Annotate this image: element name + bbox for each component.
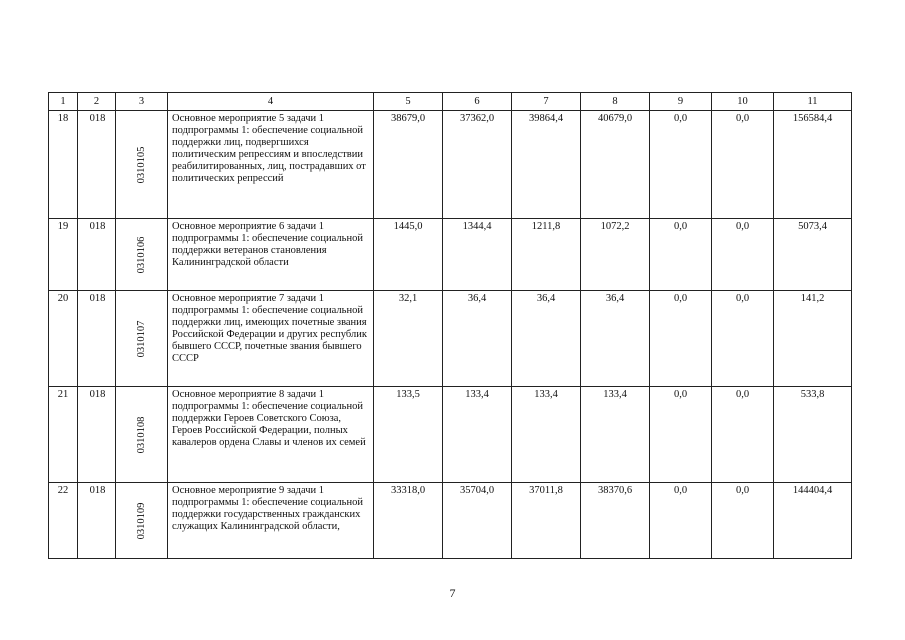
value-col-7: 37011,8: [512, 483, 581, 559]
row-number: 21: [49, 387, 78, 483]
budget-code-cell: [116, 219, 168, 291]
header-cell-7: 7: [512, 93, 581, 111]
value-col-11: 533,8: [774, 387, 852, 483]
header-cell-6: 6: [443, 93, 512, 111]
value-col-7: 39864,4: [512, 111, 581, 219]
value-col-6: 36,4: [443, 291, 512, 387]
budget-code: 0310106: [135, 236, 147, 273]
measure-description: Основное мероприятие 9 задачи 1 подпрограммы 1: обеспечение социальной поддержки государственных гражданских служащих Калининградской области,: [168, 483, 374, 559]
value-col-11: 141,2: [774, 291, 852, 387]
table-row: [49, 387, 852, 483]
value-col-5: 133,5: [374, 387, 443, 483]
value-col-8: 133,4: [581, 387, 650, 483]
value-col-7: 36,4: [512, 291, 581, 387]
admin-code: 018: [78, 387, 116, 483]
budget-code-cell: [116, 111, 168, 219]
row-number: 18: [49, 111, 78, 219]
header-cell-9: 9: [650, 93, 712, 111]
value-col-9: 0,0: [650, 387, 712, 483]
value-col-5: 32,1: [374, 291, 443, 387]
table-row: [49, 219, 852, 291]
admin-code: 018: [78, 219, 116, 291]
value-col-8: 38370,6: [581, 483, 650, 559]
budget-code-cell: [116, 291, 168, 387]
budget-code: 0310105: [135, 146, 147, 183]
header-row: [49, 93, 852, 111]
value-col-9: 0,0: [650, 291, 712, 387]
admin-code: 018: [78, 291, 116, 387]
budget-table: [48, 92, 852, 559]
row-number: 22: [49, 483, 78, 559]
budget-code-cell: [116, 387, 168, 483]
value-col-11: 144404,4: [774, 483, 852, 559]
measure-description: Основное мероприятие 7 задачи 1 подпрограммы 1: обеспечение социальной поддержки лиц, имеющих почетные звания Российской Федерации и других республик бывшего СССР, почетные звания бывшего СССР: [168, 291, 374, 387]
value-col-5: 1445,0: [374, 219, 443, 291]
header-cell-10: 10: [712, 93, 774, 111]
budget-code: 0310108: [135, 416, 147, 453]
value-col-10: 0,0: [712, 111, 774, 219]
table-row: [49, 111, 852, 219]
value-col-8: 1072,2: [581, 219, 650, 291]
value-col-8: 36,4: [581, 291, 650, 387]
value-col-9: 0,0: [650, 111, 712, 219]
value-col-6: 133,4: [443, 387, 512, 483]
budget-code: 0310107: [135, 320, 147, 357]
value-col-6: 37362,0: [443, 111, 512, 219]
value-col-9: 0,0: [650, 219, 712, 291]
page-number: 7: [449, 586, 456, 600]
value-col-6: 35704,0: [443, 483, 512, 559]
value-col-5: 38679,0: [374, 111, 443, 219]
table-row: [49, 483, 852, 559]
measure-description: Основное мероприятие 6 задачи 1 подпрограммы 1: обеспечение социальной поддержки ветеранов становления Калининградской области: [168, 219, 374, 291]
value-col-10: 0,0: [712, 291, 774, 387]
admin-code: 018: [78, 111, 116, 219]
row-number: 20: [49, 291, 78, 387]
value-col-10: 0,0: [712, 387, 774, 483]
header-cell-8: 8: [581, 93, 650, 111]
value-col-10: 0,0: [712, 483, 774, 559]
value-col-8: 40679,0: [581, 111, 650, 219]
value-col-7: 133,4: [512, 387, 581, 483]
measure-description: Основное мероприятие 8 задачи 1 подпрограммы 1: обеспечение социальной поддержки Героев Советского Союза, Героев Российской Федерации, полных кавалеров ордена Славы и членов их семей: [168, 387, 374, 483]
header-cell-5: 5: [374, 93, 443, 111]
header-cell-11: 11: [774, 93, 852, 111]
value-col-6: 1344,4: [443, 219, 512, 291]
header-cell-2: 2: [78, 93, 116, 111]
value-col-9: 0,0: [650, 483, 712, 559]
header-cell-4: 4: [168, 93, 374, 111]
row-number: 19: [49, 219, 78, 291]
value-col-5: 33318,0: [374, 483, 443, 559]
table-row: [49, 291, 852, 387]
budget-code-cell: [116, 483, 168, 559]
value-col-10: 0,0: [712, 219, 774, 291]
value-col-7: 1211,8: [512, 219, 581, 291]
value-col-11: 156584,4: [774, 111, 852, 219]
value-col-11: 5073,4: [774, 219, 852, 291]
header-cell-1: 1: [49, 93, 78, 111]
budget-code: 0310109: [135, 502, 147, 539]
measure-description: Основное мероприятие 5 задачи 1 подпрограммы 1: обеспечение социальной поддержки лиц, подвергшихся политическим репрессиям и впоследствии реабилитированных, лиц, пострадавших от политических репрессий: [168, 111, 374, 219]
admin-code: 018: [78, 483, 116, 559]
header-cell-3: 3: [116, 93, 168, 111]
